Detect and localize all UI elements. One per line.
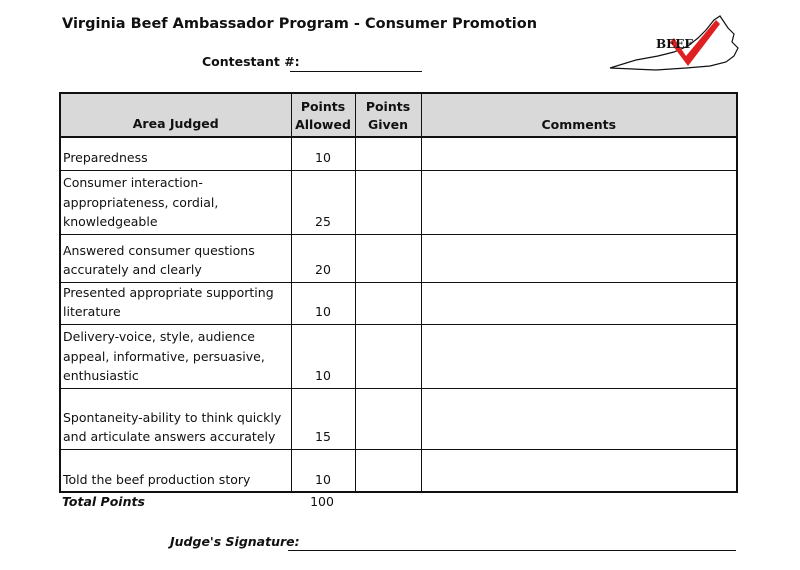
points-given-cell[interactable] (355, 449, 421, 492)
judge-signature-label: Judge's Signature: (170, 534, 300, 549)
points-allowed-cell: 15 (291, 388, 355, 449)
points-allowed-cell: 25 (291, 170, 355, 234)
area-judged-cell: Told the beef production story (60, 449, 291, 492)
points-allowed-cell: 10 (291, 324, 355, 388)
table-row (60, 234, 737, 282)
contestant-label: Contestant #: (202, 54, 300, 69)
table-row (60, 282, 737, 324)
comments-cell[interactable] (421, 324, 737, 388)
points-allowed-cell: 10 (291, 282, 355, 324)
judge-signature-field[interactable] (288, 550, 736, 551)
comments-cell[interactable] (421, 137, 737, 170)
header-points-allowed: Points Allowed (291, 93, 355, 137)
table-row (60, 137, 737, 170)
area-judged-cell: Presented appropriate supporting literature (60, 282, 291, 324)
table-header-row (60, 93, 737, 137)
points-given-cell[interactable] (355, 282, 421, 324)
table-row (60, 170, 737, 234)
contestant-number-field[interactable] (290, 71, 422, 72)
judging-table (59, 92, 738, 493)
virginia-beef-logo (606, 12, 744, 74)
logo-beef-text: BEEF (656, 37, 693, 51)
comments-cell[interactable] (421, 234, 737, 282)
area-judged-cell: Consumer interaction-appropriateness, cordial, knowledgeable (60, 170, 291, 234)
points-given-cell[interactable] (355, 324, 421, 388)
points-allowed-cell: 20 (291, 234, 355, 282)
points-given-cell[interactable] (355, 234, 421, 282)
document-title: Virginia Beef Ambassador Program - Consumer Promotion (62, 16, 538, 32)
comments-cell[interactable] (421, 388, 737, 449)
total-points-value: 100 (310, 494, 334, 509)
area-judged-cell: Delivery-voice, style, audience appeal, informative, persuasive, enthusiastic (60, 324, 291, 388)
comments-cell[interactable] (421, 170, 737, 234)
points-allowed-cell: 10 (291, 449, 355, 492)
area-judged-cell: Spontaneity-ability to think quickly and articulate answers accurately (60, 388, 291, 449)
area-judged-cell: Answered consumer questions accurately and clearly (60, 234, 291, 282)
table-row (60, 449, 737, 492)
header-points-given: Points Given (355, 93, 421, 137)
table-row (60, 324, 737, 388)
points-given-cell[interactable] (355, 170, 421, 234)
points-given-cell[interactable] (355, 137, 421, 170)
comments-cell[interactable] (421, 282, 737, 324)
total-points-label: Total Points (62, 494, 145, 509)
points-given-cell[interactable] (355, 388, 421, 449)
header-comments: Comments (421, 93, 737, 137)
points-allowed-cell: 10 (291, 137, 355, 170)
header-area-judged: Area Judged (60, 93, 291, 137)
table-row (60, 388, 737, 449)
area-judged-cell: Preparedness (60, 137, 291, 170)
comments-cell[interactable] (421, 449, 737, 492)
